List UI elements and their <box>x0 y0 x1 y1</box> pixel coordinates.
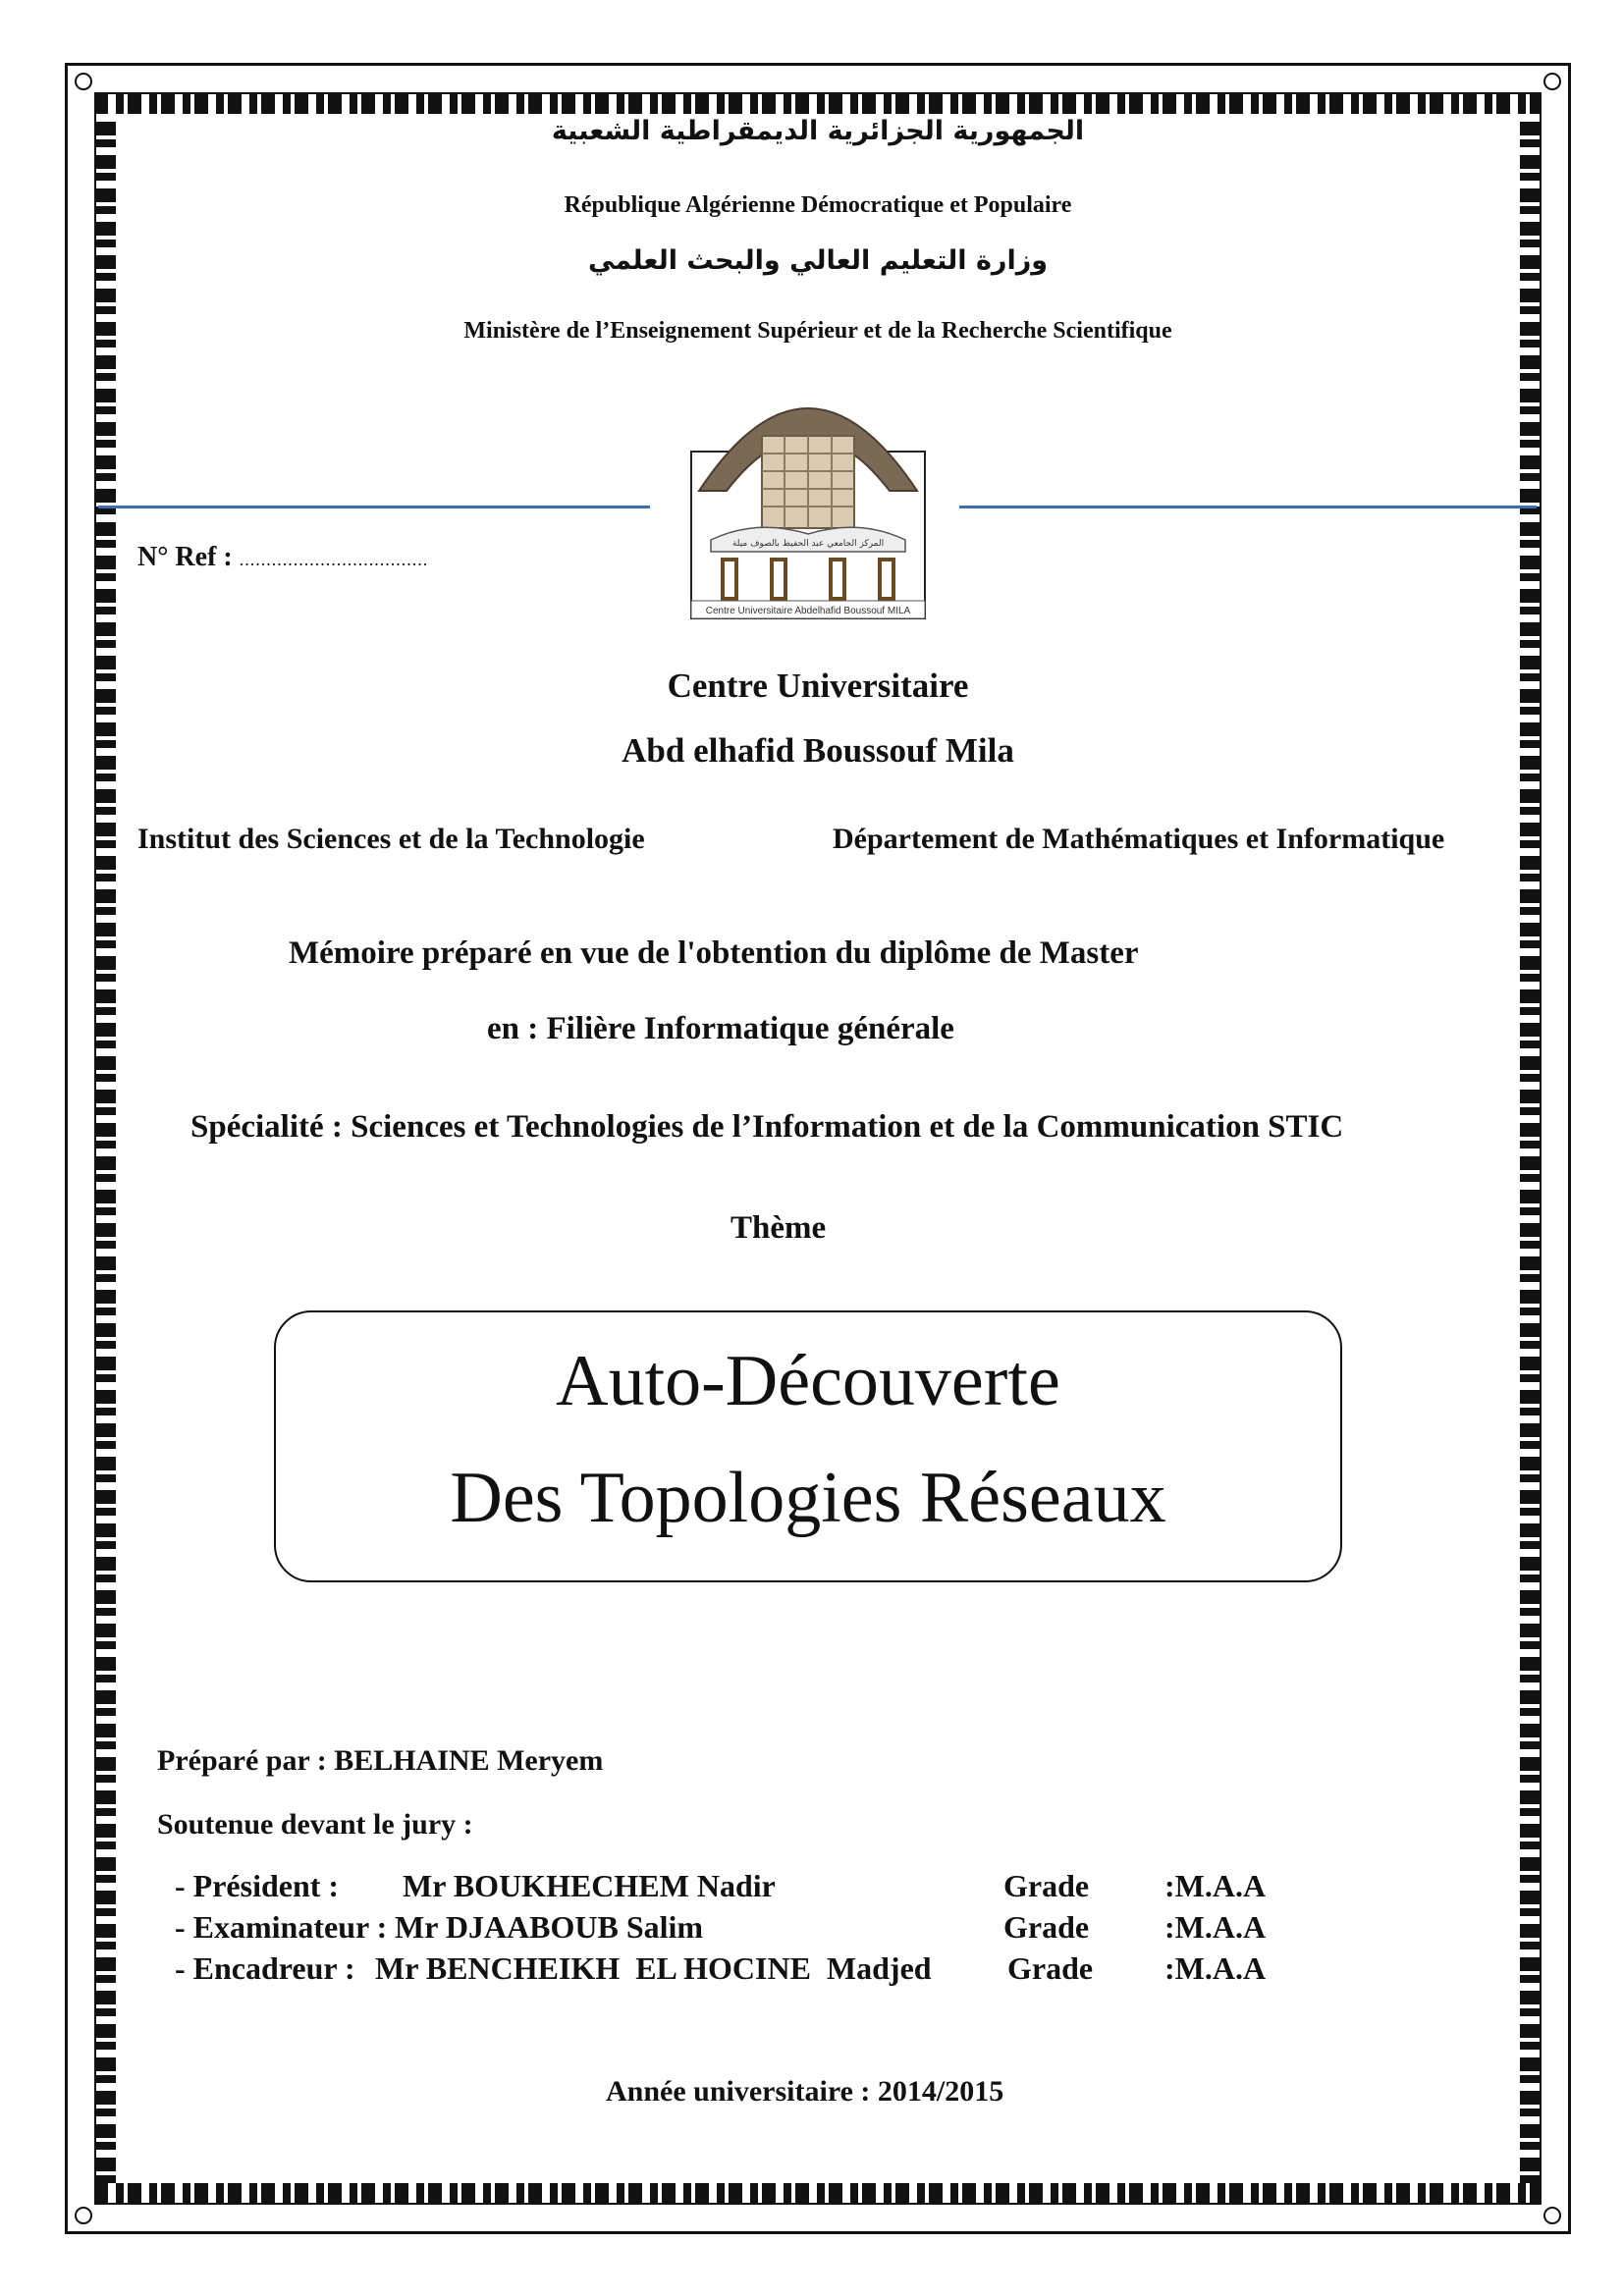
memoire-line2: en : Filière Informatique générale <box>487 1011 954 1046</box>
french-republic-heading: République Algérienne Démocratique et Populaire <box>564 192 1072 218</box>
jury-grade-value: :M.A.A <box>1164 1950 1267 1986</box>
memoire-line1: Mémoire préparé en vue de l'obtention du diplôme de Master <box>289 935 1139 971</box>
jury-row-president <box>175 1868 1353 1909</box>
prepared-by: Préparé par : BELHAINE Meryem <box>157 1744 604 1777</box>
french-ministry-heading: Ministère de l’Enseignement Supérieur et de la Recherche Scientifique <box>463 318 1172 344</box>
corner-ornament <box>75 2207 92 2224</box>
university-logo <box>687 365 929 622</box>
jury-intro: Soutenue devant le jury : <box>157 1808 473 1841</box>
jury-row-examinateur <box>175 1909 1353 1950</box>
logo-arabic-text: المركز الجامعي عبد الحفيظ بالصوف ميلة <box>731 539 885 549</box>
corner-ornament <box>1543 73 1561 90</box>
university-name-line2: Abd elhafid Boussouf Mila <box>622 731 1014 770</box>
reference-line <box>137 542 428 573</box>
academic-year: Année universitaire : 2014/2015 <box>606 2075 1004 2108</box>
university-name-line1: Centre Universitaire <box>667 667 969 705</box>
reference-label: N° Ref : <box>137 542 233 572</box>
theme-label: Thème <box>730 1210 827 1246</box>
logo-caption: Centre Universitaire Abdelhafid Boussouf MILA <box>705 606 911 616</box>
jury-member-name: Mr BENCHEIKH EL HOCINE Madjed <box>375 1950 932 1986</box>
jury-member-name: Mr BOUKHECHEM Nadir <box>403 1868 776 1903</box>
theme-title-line1: Auto-Découverte <box>556 1341 1060 1421</box>
corner-ornament <box>1543 2207 1561 2224</box>
jury-grade-value: :M.A.A <box>1164 1868 1267 1903</box>
jury-role: - Examinateur : <box>175 1909 388 1945</box>
arabic-republic-heading: الجمهورية الجزائرية الديمقراطية الشعبية <box>551 116 1085 146</box>
jury-row-encadreur <box>175 1950 1353 1992</box>
theme-title-line2: Des Topologies Réseaux <box>450 1458 1166 1538</box>
left-divider-line <box>98 506 650 508</box>
right-divider-line <box>959 506 1537 508</box>
jury-role: - Encadreur : <box>175 1950 355 1986</box>
department-name: Département de Mathématiques et Informatique <box>833 823 1445 855</box>
jury-grade-label: Grade <box>1003 1868 1090 1903</box>
jury-role: - Président : <box>175 1868 340 1903</box>
arabic-ministry-heading: وزارة التعليم العالي والبحث العلمي <box>587 245 1049 276</box>
jury-grade-label: Grade <box>1003 1909 1090 1945</box>
jury-grade-label: Grade <box>1007 1950 1094 1986</box>
institute-name: Institut des Sciences et de la Technologie <box>137 823 645 855</box>
corner-ornament <box>75 73 92 90</box>
reference-value: ................................... <box>239 550 429 569</box>
jury-member-name: Mr DJAABOUB Salim <box>395 1909 704 1945</box>
jury-grade-value: :M.A.A <box>1164 1909 1267 1945</box>
specialite-line: Spécialité : Sciences et Technologies de l’Information et de la Communication STIC <box>190 1109 1344 1145</box>
